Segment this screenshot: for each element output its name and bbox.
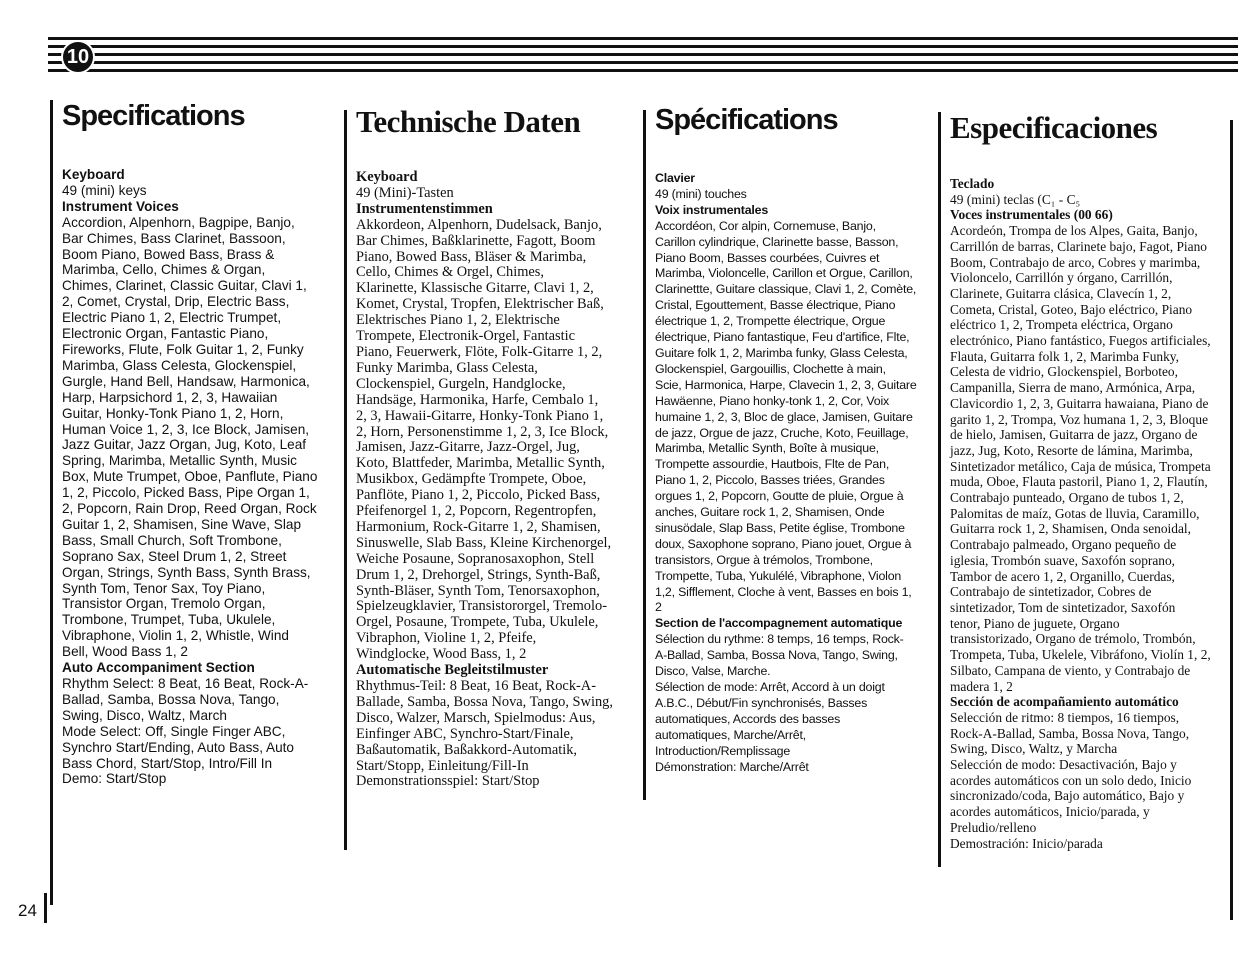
- column-title: Specifications: [62, 100, 245, 132]
- section-heading: Clavier: [655, 171, 695, 185]
- section-heading: Keyboard: [62, 167, 125, 182]
- section-heading: Voces instrumentales (00 66): [950, 207, 1113, 223]
- column-title: Spécifications: [655, 104, 838, 136]
- section-header-rules: [48, 37, 1238, 77]
- section-text: 49 (Mini)-Tasten: [356, 184, 454, 201]
- column-title: Technische Daten: [356, 104, 581, 139]
- section-text: Akkordeon, Alpenhorn, Dudelsack, Banjo, Bar Chimes, Baßklarinette, Fagott, Boom Piano, Bowed Bass, Bläser & Marimba, Cello, Chimes & Orgel, Chimes, Klarinette, Klassische Gitarre, Clavi 1, 2, Komet, Crystal, Tropfen, Elektrischer Baß, Elektrisches Piano 1, 2, Elektrische Trompete, Electronik-Orgel, Fantastic Piano, Feuerwerk, Flöte, Folk-Gitarre 1, 2, Funky Marimba, Glass Celesta, Clockenspiel, Gurgeln, Handglocke, Handsäge, Harmonika, Harfe, Cembalo 1, 2, 3, Hawaii-Gitarre, Honky-Tonk Piano 1, 2, Horn, Personenstimme 1, 2, 3, Ice Block, Jamisen, Jazz-Gitarre, Jazz-Orgel, Jug, Koto, Blattfeder, Marimba, Metallic Synth, Musikbox, Gedämpfte Trompete, Oboe, Panflöte, Piano 1, 2, Piccolo, Picked Bass, Pfeifenorgel 1, 2, Popcorn, Regentropfen, Harmonium, Rock-Gitarre 1, 2, Shamisen, Sinuswelle, Slab Bass, Kleine Kirchenorgel, Weiche Posaune, Sopranosaxophon, Stell Drum 1, 2, Drehorgel, Strings, Synth-Baß, Synth-Bläser, Synth Tom, Tenorsaxophon, Spielzeugklavier, Transistororgel, Tremolo- Orgel, Posaune, Trompete, Tuba, Ukulele, Vibraphon, Violine 1, 2, Pfeife, Windglocke, Wood Bass, 1, 2: [356, 216, 612, 663]
- section-text: 49 (mini) keys: [62, 182, 147, 198]
- section-text: 49 (mini) teclas (C₁ - C₅: [950, 191, 1081, 207]
- section-text: Sélection du rythme: 8 temps, 16 temps, Rock- A-Ballad, Samba, Bossa Nova, Tango, Swing, Disco, Valse, Marche. Sélection de mode: Arrêt, Accord à un doigt A.B.C., Début/Fin synchronisés, Basses automatiques, Accords des basses automatiques, Marche/Arrêt, Introduction/Remplissage Démonstration: Marche/Arrêt: [655, 632, 904, 774]
- section-text: Acordeón, Trompa de los Alpes, Gaita, Banjo, Carrillón de barras, Clarinete bajo, Fagot, Piano Boom, Contrabajo de arco, Cobres y marimba, Violoncelo, Carrillón y órgano, Carrillón, Clarinete, Guitarra clásica, Clavecín 1, 2, Cometa, Cristal, Goteo, Bajo eléctrico, Piano eléctrico 1, 2, Trompeta eléctrica, Organo electrónico, Piano fantástico, Fuegos artificiales, Flauta, Guitarra folk 1, 2, Marimba Funky, Celesta de vidrio, Glockenspiel, Borboteo, Campanilla, Sierra de mano, Armónica, Arpa, Clavicordio 1, 2, 3, Guitarra hawaiana, Piano de garito 1, 2, Trompa, Voz humana 1, 2, 3, Bloque de hielo, Jamisen, Guitarra de jazz, Organo de jazz, Jug, Koto, Resorte de lámina, Marimba, Sintetizador metálico, Caja de música, Trompeta muda, Oboe, Flauta pastoril, Piano 1, 2, Flautín, Contrabajo punteado, Organo de tubos 1, 2, Palomitas de maíz, Gotas de lluvia, Caramillo, Guitarra rock 1, 2, Shamisen, Onda senoidal, Contrabajo palmeado, Organo pequeño de iglesia, Trombón suave, Saxofón soprano, Tambor de acero 1, 2, Organillo, Cuerdas, Contrabajo de sintetizador, Cobres de sintetizador, Tom de sintetizador, Saxofón tenor, Piano de juguete, Organo transistorizado, Organo de trémolo, Trombón, Trompeta, Tuba, Ukelele, Vibráfono, Violín 1, 2, Silbato, Campana de viento, y Contrabajo de madera 1, 2: [950, 223, 1211, 694]
- section-heading: Keyboard: [356, 169, 418, 185]
- section-heading: Instrument Voices: [62, 198, 179, 214]
- section-heading: Automatische Begleitstilmuster: [356, 662, 549, 679]
- page-number: 24: [18, 901, 37, 920]
- section-text: Accordéon, Cor alpin, Cornemuse, Banjo, Carillon cylindrique, Clarinette basse, Basson, Piano Boom, Basses courbées, Cuivres et Marimba, Violoncelle, Carillon et Orgue, Carillon, Clarinettte, Guitare classique, Clavi 1, 2, Comète, Cristal, Egouttement, Basse électrique, Piano électrique 1, 2, Trompette électrique, Orgue électrique, Piano fantastique, Feu d'artifice, Flte, Guitare folk 1, 2, Marimba funky, Glass Celesta, Glockenspiel, Gargouillis, Clochette à main, Scie, Harmonica, Harpe, Clavecin 1, 2, 3, Guitare Hawäenne, Piano honky-tonk 1, 2, Cor, Voix humaine 1, 2, 3, Bloc de glace, Jamisen, Guitare de jazz, Orgue de jazz, Cruche, Koto, Feuillage, Marimba, Metallic Synth, Boîte à musique, Trompette assourdie, Hautbois, Flte de Pan, Piano 1, 2, Piccolo, Basses triées, Grandes orgues 1, 2, Popcorn, Goutte de pluie, Orgue à anches, Guitare rock 1, 2, Shamisen, Onde sinusödale, Slap Bass, Petite église, Trombone doux, Saxophone soprano, Piano jouet, Orgue à transistors, Orgue à trémolos, Trombone, Trompette, Tuba, Yukulélé, Vibraphone, Violon 1,2, Sifflement, Cloche à vent, Basses en bois 1, 2: [655, 218, 917, 615]
- column-title: Especificaciones: [950, 110, 1158, 145]
- section-text: Accordion, Alpenhorn, Bagpipe, Banjo, Bar Chimes, Bass Clarinet, Bassoon, Boom Piano, Bowed Bass, Brass & Marimba, Cello, Chimes & Organ, Chimes, Clarinet, Classic Guitar, Clavi 1, 2, Comet, Crystal, Drip, Electric Bass, Electric Piano 1, 2, Electric Trumpet, Electronic Organ, Fantastic Piano, Fireworks, Flute, Folk Guitar 1, 2, Funky Marimba, Glass Celesta, Glockenspiel, Gurgle, Hand Bell, Handsaw, Harmonica, Harp, Harpsichord 1, 2, 3, Hawaiian Guitar, Honky-Tonk Piano 1, 2, Horn, Human Voice 1, 2, 3, Ice Block, Jamisen, Jazz Guitar, Jazz Organ, Jug, Koto, Leaf Spring, Marimba, Metallic Synth, Music Box, Mute Trumpet, Oboe, Panflute, Piano 1, 2, Piccolo, Picked Bass, Pipe Organ 1, 2, Popcorn, Rain Drop, Reed Organ, Rock Guitar 1, 2, Shamisen, Sine Wave, Slap Bass, Small Church, Soft Trombone, Soprano Sax, Steel Drum 1, 2, Street Organ, Strings, Synth Bass, Synth Brass, Synth Tom, Tenor Sax, Toy Piano, Transistor Organ, Tremolo Organ, Trombone, Trumpet, Tuba, Ukulele, Vibraphone, Violin 1, 2, Whistle, Wind Bell, Wood Bass 1, 2: [62, 214, 318, 660]
- section-text: Selección de ritmo: 8 tiempos, 16 tiempos, Rock-A-Ballad, Samba, Bossa Nova, Tango, Swing, Disco, Waltz, y Marcha Selección de modo: Desactivación, Bajo y acordes automáticos con un solo dedo, Inicio sincronizado/coda, Bajo automático, Bajo y acordes automáticos, Inicio/parada, y Preludio/relleno Demostración: Inicio/parada: [950, 709, 1192, 851]
- section-heading: Section de l'accompagnement automatique: [655, 616, 903, 631]
- section-heading: Instrumentenstimmen: [356, 200, 493, 217]
- section-text: 49 (mini) touches: [655, 186, 747, 201]
- section-heading: Auto Accompaniment Section: [62, 660, 255, 676]
- section-number-badge: [54, 40, 100, 74]
- section-text: Rhythm Select: 8 Beat, 16 Beat, Rock-A- Ballad, Samba, Bossa Nova, Tango, Swing, Disco, Waltz, March Mode Select: Off, Single Finger ABC, Synchro Start/Ending, Auto Bass, Auto Bass Chord, Start/Stop, Intro/Fill In Demo: Start/Stop: [62, 676, 309, 787]
- section-text: Rhythmus-Teil: 8 Beat, 16 Beat, Rock-A- Ballade, Samba, Bossa Nova, Tango, Swing, Disco, Walzer, Marsch, Spielmodus: Aus, Einfinger ABC, Synchro-Start/Finale, Baßautomatik, Baßakkord-Automatik, Start/Stopp, Einleitung/Fill-In Demonstrationsspiel: Start/Stop: [356, 678, 613, 790]
- right-margin-rule: [1230, 120, 1233, 920]
- section-heading: Sección de acompañamiento automático: [950, 694, 1179, 710]
- section-number: 10: [66, 46, 90, 68]
- section-heading: Voix instrumentales: [655, 202, 769, 217]
- footer-margin-rule: [44, 893, 47, 923]
- section-heading: Teclado: [950, 176, 995, 191]
